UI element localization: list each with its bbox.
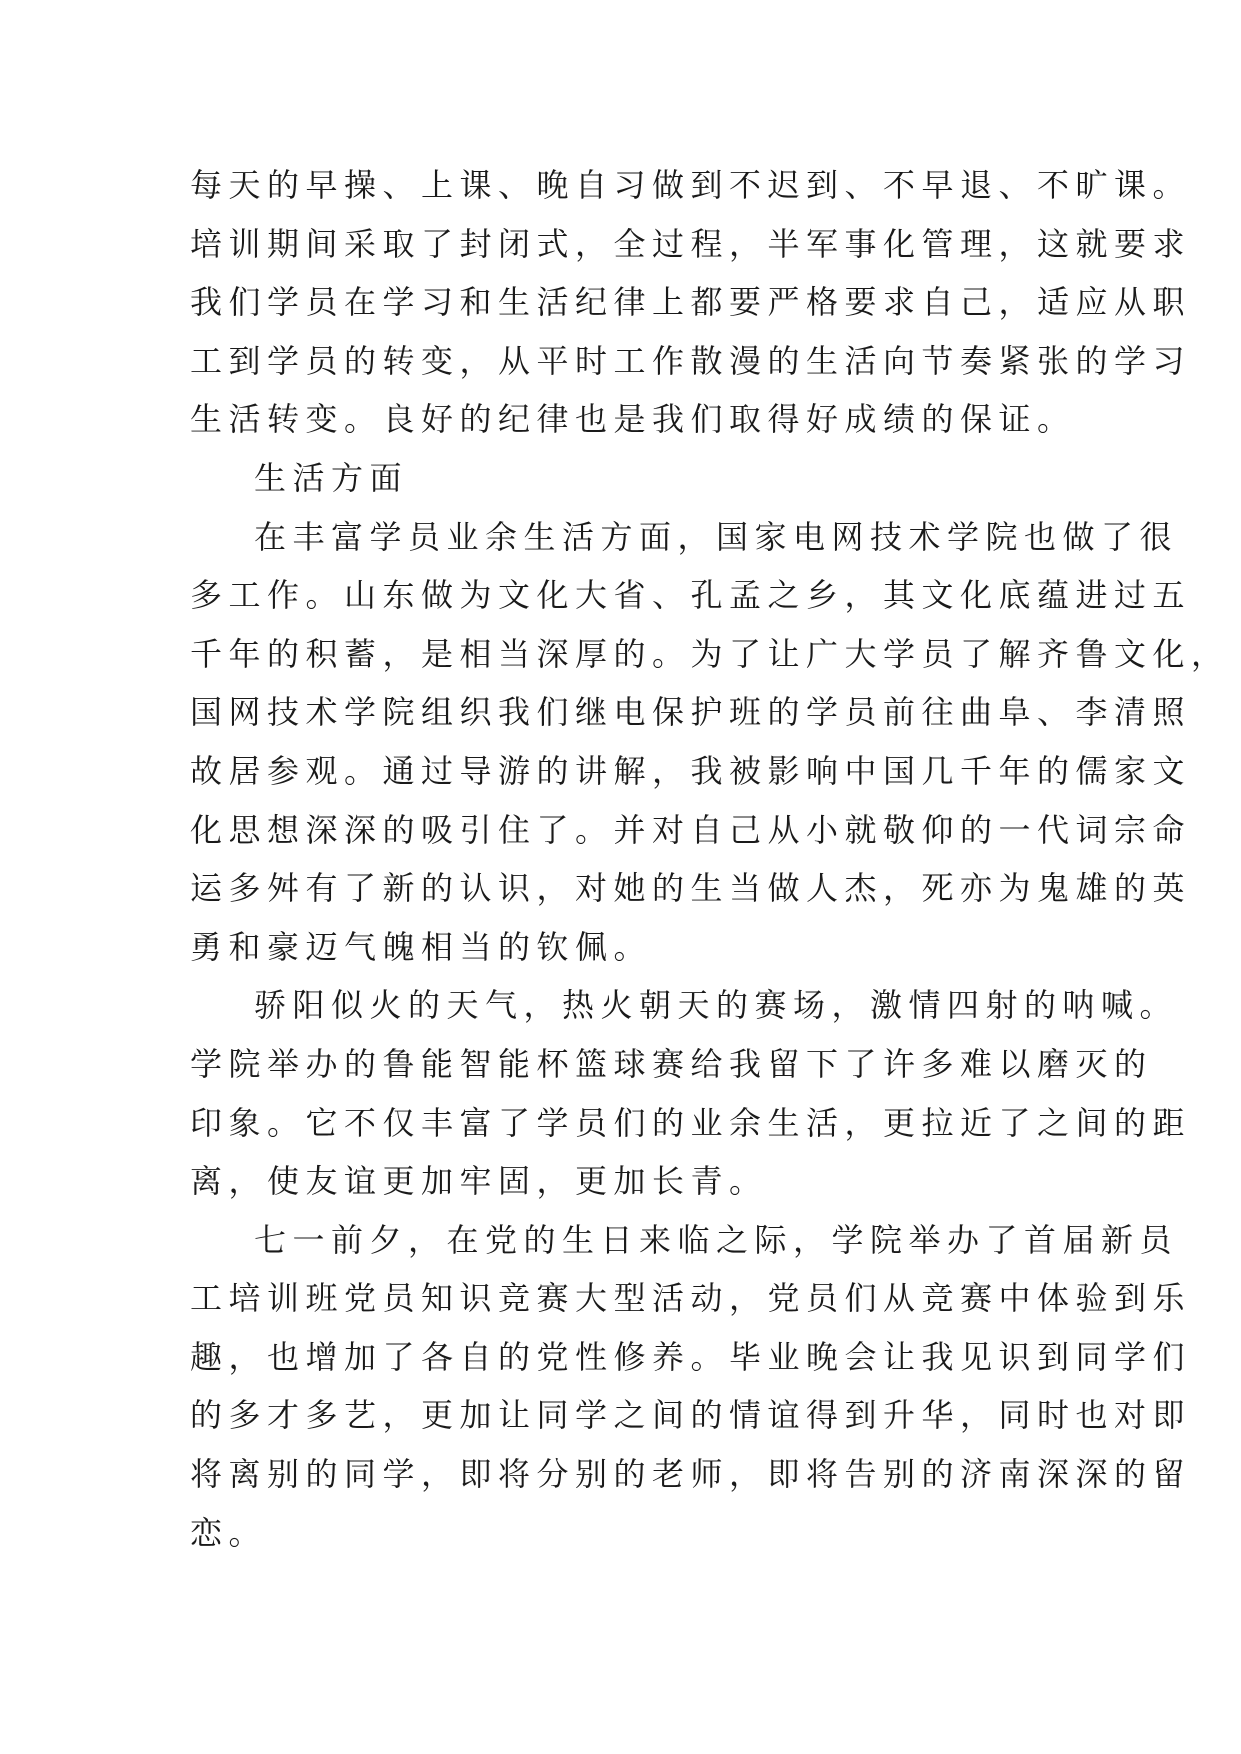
document-body (190, 156, 1230, 1562)
text-line: 千年的积蓄，是相当深厚的。为了让广大学员了解齐鲁文化， (190, 634, 1230, 673)
text-line: 趣，也增加了各自的党性修养。毕业晚会让我见识到同学们 (190, 1337, 1192, 1376)
text-line: 我们学员在学习和生活纪律上都要严格要求自己，适应从职 (190, 283, 1192, 322)
text-line: 将离别的同学，即将分别的老师，即将告别的济南深深的留 (190, 1455, 1192, 1494)
text-line: 骄阳似火的天气，热火朝天的赛场，激情四射的呐喊。 (254, 986, 1179, 1025)
text-line: 的多才多艺，更加让同学之间的情谊得到升华，同时也对即 (190, 1396, 1192, 1435)
text-line: 故居参观。通过导游的讲解，我被影响中国几千年的儒家文 (190, 751, 1192, 790)
heading-text: 生活方面 (254, 458, 409, 497)
paragraph-basketball (190, 976, 1192, 1210)
text-line: 化思想深深的吸引住了。并对自己从小就敬仰的一代词宗命 (190, 810, 1192, 849)
text-line: 生活转变。良好的纪律也是我们取得好成绩的保证。 (190, 400, 1076, 439)
paragraph-culture (190, 508, 1230, 977)
paragraph-party-contest (190, 1211, 1192, 1563)
text-line: 勇和豪迈气魄相当的钦佩。 (190, 927, 653, 966)
text-line: 培训期间采取了封闭式，全过程，半军事化管理，这就要求 (190, 224, 1192, 263)
text-line: 运多舛有了新的认识，对她的生当做人杰，死亦为鬼雄的英 (190, 869, 1192, 908)
text-line: 七一前夕，在党的生日来临之际，学院举办了首届新员 (254, 1220, 1179, 1259)
text-line: 每天的早操、上课、晚自习做到不迟到、不早退、不旷课。 (190, 166, 1192, 204)
paragraph-discipline (190, 156, 1192, 449)
text-line: 印象。它不仅丰富了学员们的业余生活，更拉近了之间的距 (190, 1103, 1192, 1142)
text-line: 学院举办的鲁能智能杯篮球赛给我留下了许多难以磨灭的 (190, 1044, 1153, 1083)
text-line: 在丰富学员业余生活方面，国家电网技术学院也做了很 (254, 517, 1179, 556)
text-line: 恋。 (190, 1513, 268, 1552)
section-heading-life (190, 449, 1068, 508)
text-line: 工到学员的转变，从平时工作散漫的生活向节奏紧张的学习 (190, 341, 1192, 380)
text-line: 工培训班党员知识竞赛大型活动，党员们从竞赛中体验到乐 (190, 1279, 1192, 1318)
text-line: 离，使友谊更加牢固，更加长青。 (190, 1162, 768, 1201)
text-line: 国网技术学院组织我们继电保护班的学员前往曲阜、李清照 (190, 693, 1192, 732)
text-line: 多工作。山东做为文化大省、孔孟之乡，其文化底蕴进过五 (190, 576, 1192, 615)
